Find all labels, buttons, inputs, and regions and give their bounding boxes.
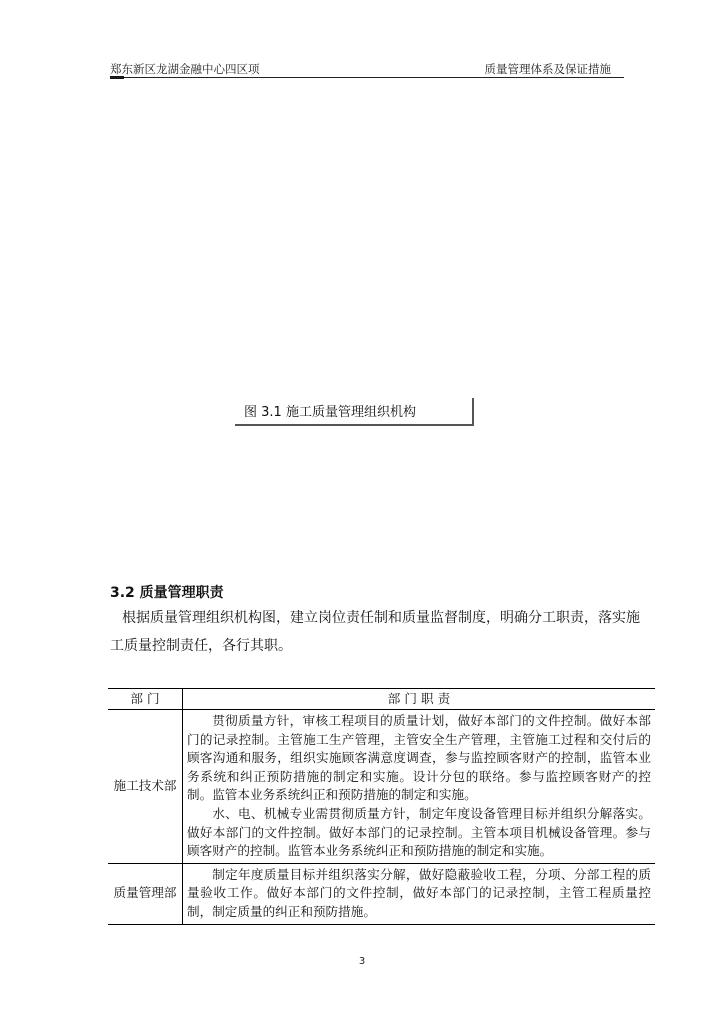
dept-cell: 质量管理部	[108, 863, 183, 924]
header-rule	[110, 77, 624, 78]
figure-caption: 图 3.1 施工质量管理组织机构	[244, 405, 416, 420]
duties-cell	[183, 710, 656, 864]
table-header-row	[108, 689, 655, 710]
table-row	[108, 710, 655, 864]
table-row	[108, 863, 655, 924]
page-number: 3	[358, 956, 366, 967]
section-paragraph	[110, 604, 640, 660]
table-header-duties: 部 门 职 责	[183, 689, 656, 710]
duties-cell	[183, 863, 656, 924]
section-paragraph-text: 根据质量管理组织机构图，建立岗位责任制和质量监督制度，明确分工职责，落实施工质量控制责任，各行其职。	[110, 610, 640, 654]
duty-paragraph: 水、电、机械专业需贯彻质量方针，制定年度设备管理目标并组织分解落实。做好本部门的文件控制。做好本部门的记录控制。主管本项目机械设备管理。参与顾客财产的控制。监管本业务系统纠正和预防措施的制定和实施。	[187, 805, 651, 859]
table-header-dept: 部 门	[108, 689, 183, 710]
section-title: 3.2 质量管理职责	[110, 585, 224, 601]
duty-paragraph: 贯彻质量方针，审核工程项目的质量计划，做好本部门的文件控制。做好本部门的记录控制。主管施工生产管理，主管安全生产管理，主管施工过程和交付后的顾客沟通和服务，组织实施顾客满意度调查，参与监控顾客财产的控制，监管本业务系统和纠正预防措施的制定和实施。设计分包的联络。参与监控顾客财产的控制。监管本业务系统纠正和预防措施的制定和实施。	[187, 713, 651, 803]
dept-cell: 施工技术部	[108, 710, 183, 864]
header-project-name: 郑东新区龙湖金融中心四区项	[110, 62, 260, 76]
duty-paragraph: 制定年度质量目标并组织落实分解，做好隐蔽验收工程，分项、分部工程的质量验收工作。做好本部门的文件控制，做好本部门的记录控制，主管工程质量控制，制定质量的纠正和预防措施。	[187, 866, 651, 919]
responsibility-table	[108, 688, 655, 925]
header-chapter-title: 质量管理体系及保证措施	[484, 62, 611, 76]
